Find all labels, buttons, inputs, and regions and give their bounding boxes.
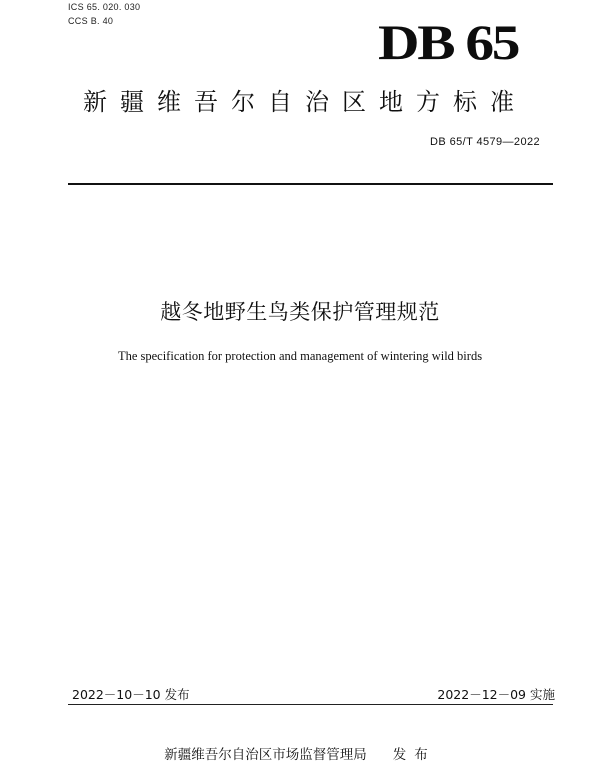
- implement-date: 2022－12－09 实施: [437, 687, 555, 702]
- issuer-line: [0, 743, 600, 763]
- footer-divider: [68, 704, 553, 705]
- ccs-code: CCS B. 40: [68, 16, 114, 26]
- header-divider: [68, 183, 553, 185]
- document-title-zh: 越冬地野生鸟类保护管理规范: [160, 300, 440, 324]
- ics-code: ICS 65. 020. 030: [68, 2, 141, 12]
- db-logo: DB 65: [378, 14, 519, 70]
- standard-number: DB 65/T 4579—2022: [430, 136, 540, 148]
- publish-date: 2022－10－10 发布: [72, 687, 190, 702]
- issuer-name: 新疆维吾尔自治区市场监督管理局: [164, 747, 367, 763]
- document-title-en: The specification for protection and management of wintering wild birds: [117, 349, 483, 363]
- issuer-verb: 发布: [392, 747, 436, 763]
- authority-heading: 新疆维吾尔自治区地方标准: [83, 88, 527, 116]
- classification-codes: [68, 0, 140, 28]
